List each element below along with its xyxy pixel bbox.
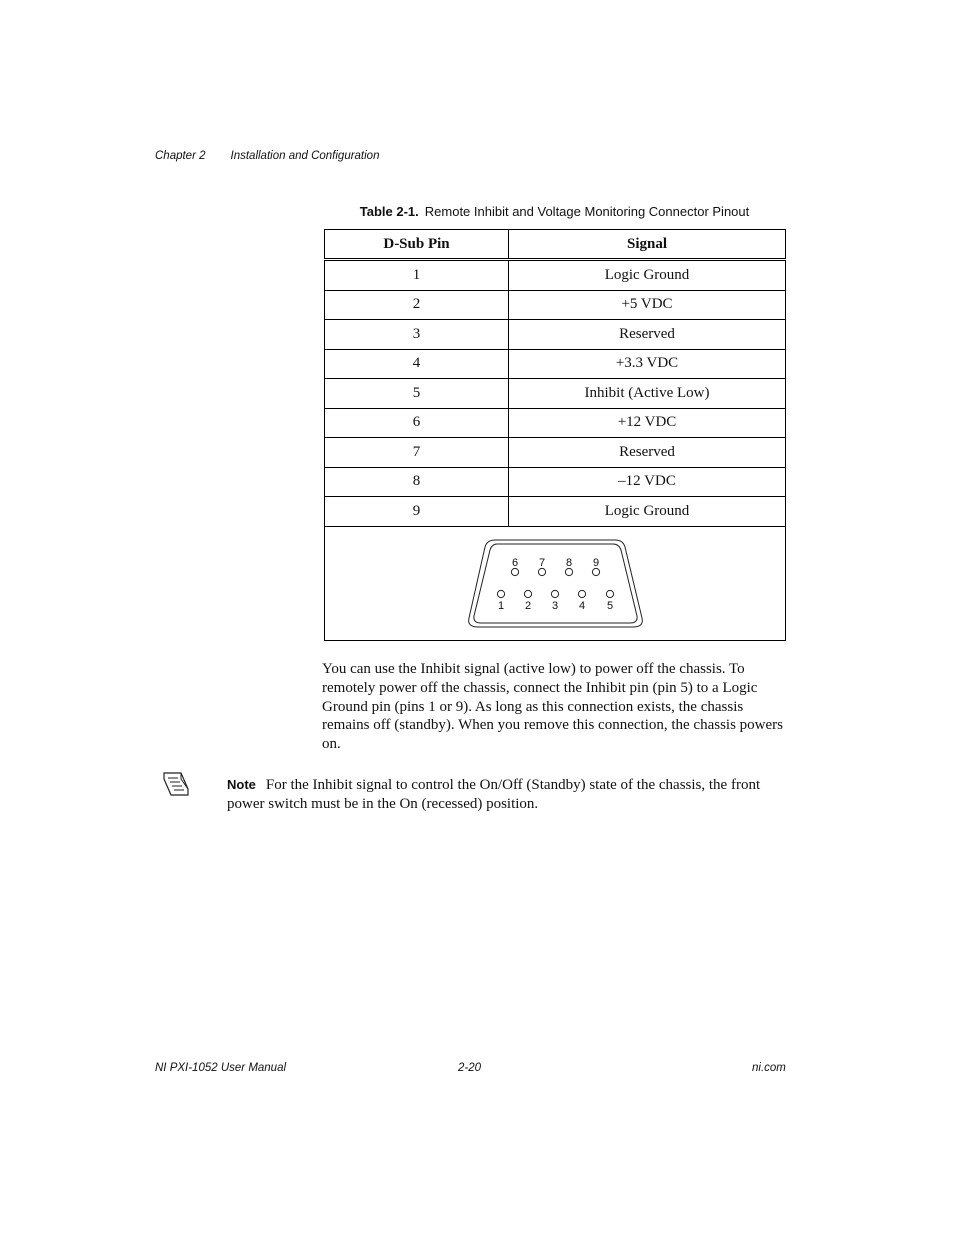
connector-outer-shell — [468, 540, 642, 627]
connector-figure-row — [325, 526, 786, 640]
table-caption-text: Remote Inhibit and Voltage Monitoring Connector Pinout — [424, 204, 750, 219]
pin-label-8: 8 — [565, 557, 572, 569]
pin-cell: 9 — [325, 497, 509, 527]
pin-cell: 3 — [325, 320, 509, 350]
connector-figure-cell — [325, 526, 786, 640]
section-title: Installation and Configuration — [230, 150, 380, 162]
pin-label-9: 9 — [592, 557, 599, 569]
signal-cell: Reserved — [509, 320, 786, 350]
pin-label-4: 4 — [578, 600, 585, 612]
pin-label-7: 7 — [538, 557, 545, 569]
table-caption — [0, 204, 954, 219]
pin-hole-2 — [524, 590, 531, 597]
signal-cell: +5 VDC — [509, 290, 786, 320]
footer-website: ni.com — [752, 1062, 786, 1074]
pin-hole-7 — [538, 568, 545, 575]
dsub-connector-diagram — [468, 536, 643, 630]
signal-cell: Inhibit (Active Low) — [509, 379, 786, 409]
signal-cell: –12 VDC — [509, 467, 786, 497]
chapter-label: Chapter 2 — [155, 150, 206, 162]
pin-label-5: 5 — [606, 600, 613, 612]
signal-cell: +3.3 VDC — [509, 349, 786, 379]
pin-label-6: 6 — [511, 557, 518, 569]
note-text: For the Inhibit signal to control the On/Off (Standby) state of the chassis, the front power switch must be in the On (recessed) position. — [227, 777, 761, 812]
pin-cell: 6 — [325, 408, 509, 438]
table-row — [325, 320, 786, 350]
column-header-pin: D-Sub Pin — [325, 230, 509, 260]
pin-cell: 2 — [325, 290, 509, 320]
table-row — [325, 290, 786, 320]
pin-hole-9 — [592, 568, 599, 575]
pin-cell: 1 — [325, 260, 509, 291]
pinout-table — [324, 229, 786, 641]
signal-cell: +12 VDC — [509, 408, 786, 438]
table-row — [325, 497, 786, 527]
table-row — [325, 408, 786, 438]
pin-cell: 7 — [325, 438, 509, 468]
pin-label-3: 3 — [551, 600, 558, 612]
body-paragraph: You can use the Inhibit signal (active low) to power off the chassis. To remotely power off the chassis, connect the Inhibit pin (pin 5) to a Logic Ground pin (pins 1 or 9). As long as this connection exists, the chassis remains off (standby). When you remove this connection, the chassis powers on. — [322, 661, 784, 753]
signal-cell: Logic Ground — [509, 260, 786, 291]
pin-cell: 4 — [325, 349, 509, 379]
note-icon — [162, 770, 190, 803]
note-label: Note — [227, 777, 256, 792]
pin-cell: 8 — [325, 467, 509, 497]
footer-page-number: 2-20 — [458, 1062, 482, 1074]
pin-label-1: 1 — [497, 600, 504, 612]
pin-hole-1 — [497, 590, 504, 597]
footer-manual-title: NI PXI-1052 User Manual — [155, 1062, 287, 1074]
table-caption-label: Table 2-1. — [359, 204, 419, 219]
pin-hole-6 — [511, 568, 518, 575]
signal-cell: Reserved — [509, 438, 786, 468]
pin-cell: 5 — [325, 379, 509, 409]
pin-label-2: 2 — [524, 600, 531, 612]
pin-hole-3 — [551, 590, 558, 597]
column-header-signal: Signal — [509, 230, 786, 260]
table-row — [325, 379, 786, 409]
signal-cell: Logic Ground — [509, 497, 786, 527]
table-row — [325, 467, 786, 497]
table-row — [325, 349, 786, 379]
running-head — [155, 150, 379, 162]
table-row — [325, 438, 786, 468]
table-header-row — [325, 230, 786, 260]
table-row — [325, 260, 786, 291]
pin-hole-4 — [578, 590, 585, 597]
pin-hole-8 — [565, 568, 572, 575]
note-block — [227, 775, 792, 814]
pin-hole-5 — [606, 590, 613, 597]
